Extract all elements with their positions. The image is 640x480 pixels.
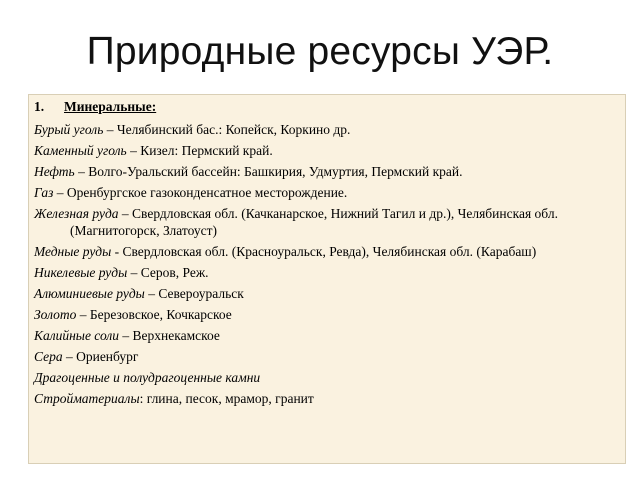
resource-description: – Ориенбург — [62, 349, 139, 364]
resource-item — [34, 121, 621, 138]
resource-item — [34, 205, 621, 239]
resource-description: – Серов, Реж. — [127, 265, 209, 280]
resource-description: - Свердловская обл. (Красноуральск, Ревда), Челябинская обл. (Карабаш) — [111, 244, 537, 259]
resource-term: Каменный уголь — [34, 143, 127, 158]
resource-item — [34, 264, 621, 281]
resource-description: – Оренбургское газоконденсатное месторождение. — [53, 185, 348, 200]
resource-item — [34, 306, 621, 323]
resource-item — [34, 163, 621, 180]
resource-description: – Челябинский бас.: Копейск, Коркино др. — [103, 122, 351, 137]
resource-item — [34, 327, 621, 344]
resource-description: – Североуральск — [144, 286, 244, 301]
resource-item — [34, 243, 621, 260]
resource-item — [34, 348, 621, 365]
resource-description: – Верхнекамское — [119, 328, 220, 343]
resource-term: Никелевые руды — [34, 265, 128, 280]
resource-term: Драгоценные и полудрагоценные камни — [34, 370, 261, 385]
resource-description: – Кизел: Пермский край. — [126, 143, 273, 158]
resource-description: – Волго-Уральский бассейн: Башкирия, Удмуртия, Пермский край. — [74, 164, 463, 179]
resource-item — [34, 184, 621, 201]
resource-item — [34, 142, 621, 159]
section-heading — [34, 97, 621, 117]
content-box — [28, 94, 626, 464]
resource-description: – Березовское, Кочкарское — [76, 307, 232, 322]
resource-term: Золото — [34, 307, 77, 322]
resource-description: : глина, песок, мрамор, гранит — [139, 391, 314, 406]
resource-list — [34, 121, 621, 407]
resource-description: – Свердловская обл. (Качканарское, Нижний Тагил и др.), Челябинская обл. (Магнитогорск, Златоуст) — [70, 206, 558, 238]
resource-term: Алюминиевые руды — [34, 286, 145, 301]
resource-term: Железная руда — [34, 206, 119, 221]
resource-term: Стройматериалы — [34, 391, 140, 406]
resource-item — [34, 390, 621, 407]
slide-title: Природные ресурсы УЭР. — [86, 30, 554, 73]
resource-term: Медные руды — [34, 244, 112, 259]
section-number: 1. — [34, 99, 45, 114]
resource-term: Бурый уголь — [34, 122, 104, 137]
resource-term: Нефть — [34, 164, 75, 179]
resource-term: Калийные соли — [34, 328, 120, 343]
section-heading-text: Минеральные: — [64, 99, 157, 114]
resource-term: Сера — [34, 349, 63, 364]
resource-item — [34, 285, 621, 302]
resource-term: Газ — [34, 185, 54, 200]
resource-item — [34, 369, 621, 386]
